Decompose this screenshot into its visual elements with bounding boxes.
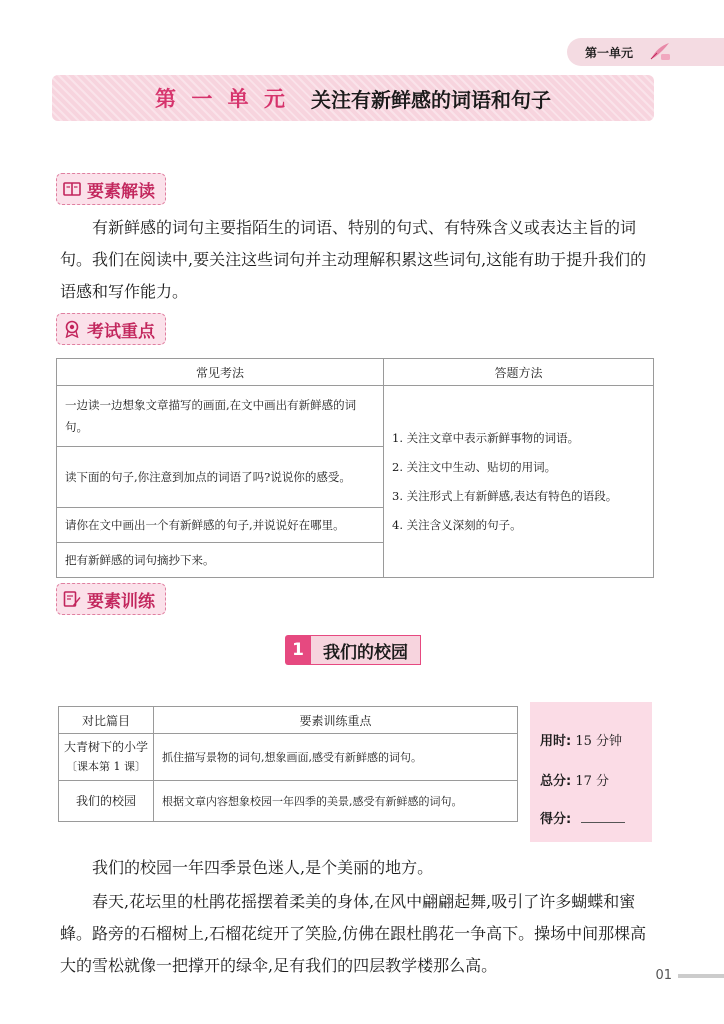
award-icon [63,320,81,338]
section-training-label: 要素训练 [87,591,155,612]
exam-question-cell: 请你在文中画出一个有新鲜感的句子,并说说好在哪里。 [57,508,384,543]
unit-number: 第 一 单 元 [155,87,289,111]
exam-header-method: 答题方法 [384,359,654,386]
section-interpret-label: 要素解读 [87,181,155,202]
exam-header-question: 常见考法 [57,359,384,386]
page-number-bar [678,974,724,978]
section-interpret-heading [56,173,166,205]
quill-icon [647,41,673,63]
train-header-focus: 要素训练重点 [154,707,518,734]
method-item: 1. 关注文章中表示新鲜事物的词语。 [392,430,580,445]
section-exam-label: 考试重点 [87,321,155,342]
lesson-title: 我们的校园 [311,635,421,665]
table-row [59,734,518,781]
score-label: 得分: [540,812,572,827]
section-training-heading [56,583,166,615]
total-row [540,770,609,789]
score-box [530,702,652,842]
section-exam-heading [56,313,166,345]
table-row [57,386,654,447]
train-title-cell [59,781,154,822]
page-number [655,968,724,983]
train-focus-cell: 根据文章内容想象校园一年四季的美景,感受有新鲜感的词句。 [154,781,518,822]
article-paragraph: 春天,花坛里的杜鹃花摇摆着柔美的身体,在风中翩翩起舞,吸引了许多蝴蝶和蜜蜂。路旁的石榴树上,石榴花绽开了笑脸,仿佛在跟杜鹃花一争高下。操场中间那棵高大的雪松就像一把撑开的绿伞,足有我们的四层教学楼那么高。 [60,892,647,975]
train-subtitle: 〔课本第 1 课〕 [66,760,146,773]
train-title: 我们的校园 [75,794,136,808]
table-header-row [59,707,518,734]
total-value: 17 分 [575,774,610,789]
score-row [540,808,625,827]
exam-question-cell: 一边读一边想象文章描写的画面,在文中画出有新鲜感的词句。 [57,386,384,447]
unit-tab [567,38,724,66]
unit-tab-label: 第一单元 [585,45,634,60]
train-header-compare: 对比篇目 [59,707,154,734]
unit-title-banner [52,75,654,121]
table-row [59,781,518,822]
total-label: 总分: [540,774,572,789]
book-icon [63,180,81,198]
exam-question-cell: 读下面的句子,你注意到加点的词语了吗?说说你的感受。 [57,447,384,508]
method-item: 2. 关注文中生动、贴切的用词。 [392,459,557,474]
train-focus-cell: 抓住描写景物的词句,想象画面,感受有新鲜感的词句。 [154,734,518,781]
lesson-badge [285,635,421,665]
page-number-text: 01 [655,968,672,983]
train-title: 大青树下的小学 [63,740,148,754]
time-value: 15 分钟 [575,734,623,749]
time-label: 用时: [540,734,572,749]
article-paragraph: 我们的校园一年四季景色迷人,是个美丽的地方。 [92,858,434,877]
table-header-row [57,359,654,386]
score-input-blank[interactable] [581,822,625,823]
interpret-paragraph: 有新鲜感的词句主要指陌生的词语、特别的句式、有特殊含义或表达主旨的词句。我们在阅读中,要关注这些词句并主动理解积累这些词句,这能有助于提升我们的语感和写作能力。 [60,218,647,301]
exam-question-cell: 把有新鲜感的词句摘抄下来。 [57,543,384,578]
training-table [58,706,518,822]
pencil-note-icon [63,590,81,608]
unit-title: 关注有新鲜感的词语和句子 [310,87,551,112]
method-item: 3. 关注形式上有新鲜感,表达有特色的语段。 [392,488,618,503]
exam-focus-table [56,358,654,578]
time-row [540,730,622,749]
train-title-cell [59,734,154,781]
method-item: 4. 关注含义深刻的句子。 [392,517,522,532]
exam-methods-cell [384,386,654,578]
lesson-number: 1 [285,635,311,665]
